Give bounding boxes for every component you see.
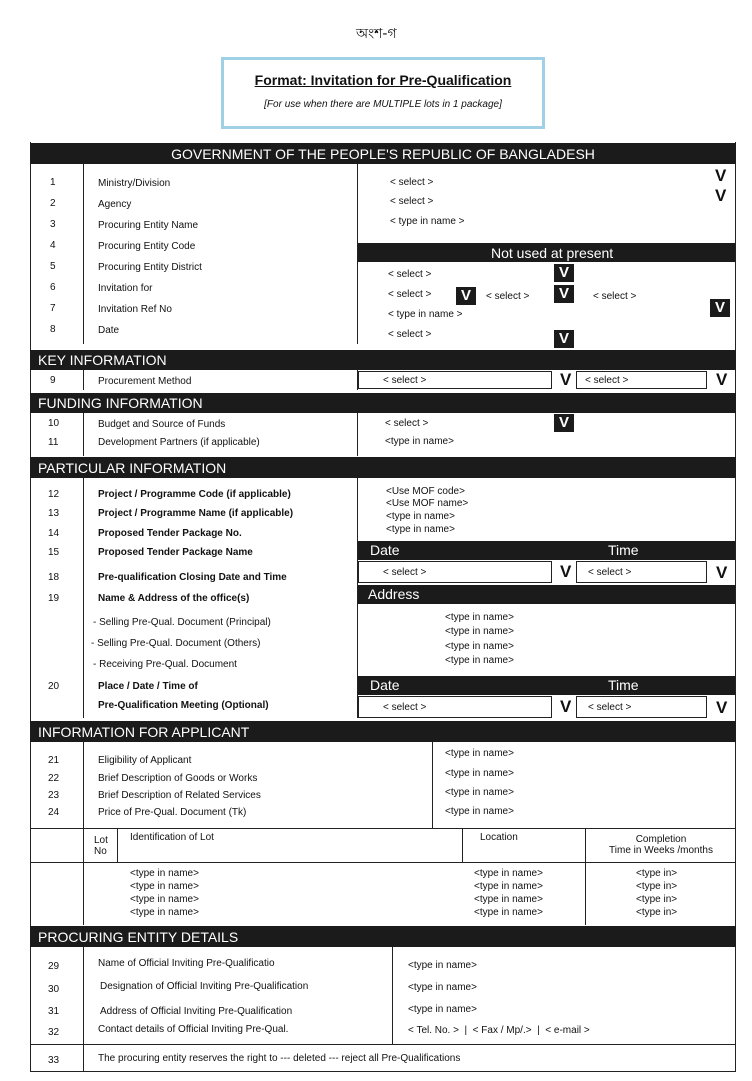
row-number: 18 <box>48 572 60 583</box>
mof-name-input[interactable]: <Use MOF name> <box>386 498 469 509</box>
row-number: 20 <box>48 681 60 692</box>
government-header: GOVERNMENT OF THE PEOPLE'S REPUBLIC OF BANGLADESH <box>30 143 736 164</box>
row-number: 6 <box>50 282 56 293</box>
meeting-time-select[interactable]: < select > <box>588 702 632 713</box>
row-label: Brief Description of Related Services <box>98 790 261 801</box>
completion-header: Time in Weeks /months <box>609 845 713 856</box>
entity-input[interactable]: <type in name> <box>408 960 477 971</box>
procurement-method-select-2[interactable]: < select > <box>585 375 629 386</box>
row-label: Procuring Entity District <box>98 262 202 273</box>
row-number: 8 <box>50 324 56 335</box>
row-number: 33 <box>48 1055 60 1066</box>
row-number: 19 <box>48 593 60 604</box>
row-label: Proposed Tender Package Name <box>98 547 253 558</box>
dropdown-v-icon[interactable]: V <box>715 186 727 205</box>
budget-select[interactable]: < select > <box>385 418 429 429</box>
lot-ident-input[interactable]: <type in name> <box>130 868 199 879</box>
lot-ident-input[interactable]: <type in name> <box>130 894 199 905</box>
row-label: Budget and Source of Funds <box>98 419 226 430</box>
dropdown-v-icon[interactable]: V <box>716 698 728 717</box>
row-label: Procurement Method <box>98 376 192 387</box>
row-label: Name & Address of the office(s) <box>98 593 250 604</box>
row-number: 11 <box>48 437 59 448</box>
row-number: 10 <box>48 418 60 429</box>
lot-location-input[interactable]: <type in name> <box>474 894 543 905</box>
row-label: Contact details of Official Inviting Pre-Qual. <box>98 1024 289 1035</box>
row-label: Invitation Ref No <box>98 304 172 315</box>
row-number: 5 <box>50 261 56 272</box>
applicant-header: INFORMATION FOR APPLICANT <box>30 721 736 742</box>
lot-header: No <box>94 846 107 857</box>
location-header: Location <box>480 832 518 843</box>
row-number: 23 <box>48 790 60 801</box>
key-info-header: KEY INFORMATION <box>30 350 736 370</box>
row-label: Pre-qualification Closing Date and Time <box>98 572 287 583</box>
row-label: Proposed Tender Package No. <box>98 528 242 539</box>
funding-header: FUNDING INFORMATION <box>30 393 736 413</box>
format-title: Format: Invitation for Pre-Qualification <box>254 72 512 88</box>
row-number: 9 <box>50 375 56 386</box>
invitation-for-select-3[interactable]: < select > <box>593 291 637 302</box>
row-number: 2 <box>50 198 56 209</box>
entity-input[interactable]: <type in name> <box>408 982 477 993</box>
lot-location-input[interactable]: <type in name> <box>474 907 543 918</box>
ref-no-input[interactable]: < type in name > <box>388 309 463 320</box>
particular-header: PARTICULAR INFORMATION <box>30 457 736 478</box>
row-label: Address of Official Inviting Pre-Qualification <box>100 1006 293 1017</box>
identification-header: Identification of Lot <box>130 832 214 843</box>
row-number: 15 <box>48 547 60 558</box>
dropdown-v-icon[interactable]: V <box>456 287 476 305</box>
invitation-for-select-2[interactable]: < select > <box>486 291 530 302</box>
row-label: Eligibility of Applicant <box>98 755 192 766</box>
lot-ident-input[interactable]: <type in name> <box>130 907 199 918</box>
dropdown-v-icon[interactable]: V <box>554 285 574 303</box>
invitation-for-select[interactable]: < select > <box>388 289 432 300</box>
row-label: Designation of Official Inviting Pre-Qualification <box>100 981 309 992</box>
office-address-input[interactable]: <type in name> <box>445 612 514 623</box>
row-number: 21 <box>48 755 60 766</box>
row-label: Price of Pre-Qual. Document (Tk) <box>98 807 247 818</box>
row-number: 22 <box>48 773 60 784</box>
lot-ident-input[interactable]: <type in name> <box>130 881 199 892</box>
row-number: 3 <box>50 219 56 230</box>
dropdown-v-icon[interactable]: V <box>715 166 727 185</box>
applicant-input[interactable]: <type in name> <box>445 768 514 779</box>
dropdown-v-icon[interactable]: V <box>554 264 574 282</box>
row-label: Date <box>98 325 120 336</box>
row-label: Development Partners (if applicable) <box>98 437 260 448</box>
row-label: Project / Programme Code (if applicable) <box>98 489 291 500</box>
procurement-method-select[interactable]: < select > <box>383 375 427 386</box>
row-label: Agency <box>98 199 132 210</box>
package-name-input[interactable]: <type in name> <box>386 524 455 535</box>
row-number: 13 <box>48 508 60 519</box>
lot-completion-input[interactable]: <type in> <box>636 868 678 879</box>
row-number: 29 <box>48 961 60 972</box>
row-label: Procuring Entity Code <box>98 241 196 252</box>
entity-input[interactable]: <type in name> <box>408 1004 477 1015</box>
office-address-input[interactable]: <type in name> <box>445 626 514 637</box>
dropdown-v-icon[interactable]: V <box>716 563 728 582</box>
office-row-label: - Selling Pre-Qual. Document (Principal) <box>93 617 271 628</box>
address-bar: Address <box>358 585 735 604</box>
dropdown-v-icon[interactable]: V <box>560 370 572 389</box>
dropdown-v-icon[interactable]: V <box>560 697 572 716</box>
format-subtitle: [For use when there are MULTIPLE lots in 1 package] <box>264 99 502 110</box>
row-label: Project / Programme Name (if applicable) <box>98 508 294 519</box>
dropdown-v-icon[interactable]: V <box>554 414 574 432</box>
row-label: Place / Date / Time of <box>98 681 198 692</box>
dropdown-v-icon[interactable]: V <box>554 330 574 348</box>
section-label: অংশ-গ <box>356 26 397 42</box>
entity-header: PROCURING ENTITY DETAILS <box>30 926 736 947</box>
row-number: 1 <box>50 177 56 188</box>
office-row-label: - Receiving Pre-Qual. Document <box>93 659 237 670</box>
row-label: Name of Official Inviting Pre-Qualificatio <box>98 958 275 969</box>
row-number: 12 <box>48 489 60 500</box>
package-no-input[interactable]: <type in name> <box>386 511 455 522</box>
row-number: 31 <box>48 1006 60 1017</box>
row-label: Brief Description of Goods or Works <box>98 773 258 784</box>
date-select[interactable]: < select > <box>388 329 432 340</box>
agency-select[interactable]: < select > <box>390 196 434 207</box>
row-label: Ministry/Division <box>98 178 171 189</box>
ministry-select[interactable]: < select > <box>390 177 434 188</box>
closing-date-select[interactable]: < select > <box>383 567 427 578</box>
lot-completion-input[interactable]: <type in> <box>636 907 678 918</box>
dev-partners-input[interactable]: <type in name> <box>385 436 454 447</box>
applicant-input[interactable]: <type in name> <box>445 806 514 817</box>
mof-code-input[interactable]: <Use MOF code> <box>386 486 465 497</box>
dropdown-v-icon[interactable]: V <box>560 562 572 581</box>
row-number: 24 <box>48 807 60 818</box>
office-address-input[interactable]: <type in name> <box>445 655 514 666</box>
row-label: Pre-Qualification Meeting (Optional) <box>98 700 269 711</box>
row-label: Invitation for <box>98 283 153 294</box>
meeting-date-time-bar: Date Time <box>358 676 735 695</box>
applicant-input[interactable]: <type in name> <box>445 748 514 759</box>
not-used-bar: Not used at present <box>358 243 735 262</box>
date-time-bar: Date Time <box>358 541 735 560</box>
meeting-date-select[interactable]: < select > <box>383 702 427 713</box>
completion-header: Completion <box>635 834 687 845</box>
office-row-label: - Selling Pre-Qual. Document (Others) <box>91 638 261 649</box>
office-address-input[interactable]: <type in name> <box>445 641 514 652</box>
row-number: 14 <box>48 528 60 539</box>
format-box <box>221 57 545 129</box>
dropdown-v-icon[interactable]: V <box>716 370 728 389</box>
lot-completion-input[interactable]: <type in> <box>636 881 678 892</box>
lot-location-input[interactable]: <type in name> <box>474 868 543 879</box>
row-number: 4 <box>50 240 56 251</box>
closing-time-select[interactable]: < select > <box>588 567 632 578</box>
final-row-label: The procuring entity reserves the right to --- deleted --- reject all Pre-Qualifications <box>98 1053 461 1064</box>
lot-completion-input[interactable]: <type in> <box>636 894 678 905</box>
district-select[interactable]: < select > <box>388 269 432 280</box>
applicant-input[interactable]: <type in name> <box>445 787 514 798</box>
lot-header: Lot <box>94 835 108 846</box>
row-label: Procuring Entity Name <box>98 220 199 231</box>
row-number: 30 <box>48 984 60 995</box>
lot-location-input[interactable]: <type in name> <box>474 881 543 892</box>
dropdown-v-icon[interactable]: V <box>710 299 730 317</box>
contact-details-input[interactable]: < Tel. No. > | < Fax / Mp/.> | < e-mail > <box>408 1025 590 1036</box>
row-number: 7 <box>50 303 56 314</box>
entity-name-input[interactable]: < type in name > <box>390 216 465 227</box>
row-number: 32 <box>48 1027 60 1038</box>
